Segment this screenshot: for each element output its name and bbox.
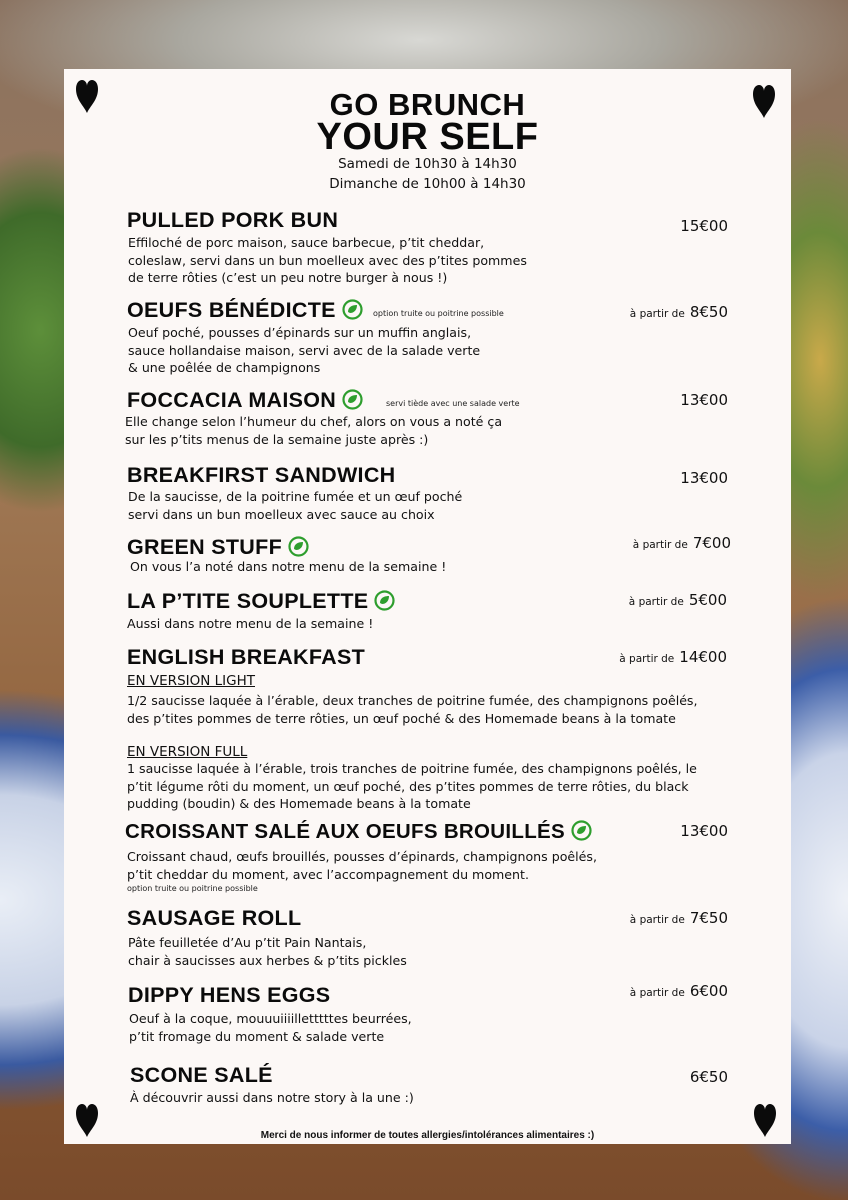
item-price: 13€00	[680, 391, 728, 409]
item-description: Aussi dans notre menu de la semaine !	[127, 616, 374, 631]
item-description: 1 saucisse laquée à l’érable, trois tranches de poitrine fumée, des champignons poêlés, le p’tit légume rôti du moment, un œuf poché, des p’tites pommes de terre rôties, du black pudding (boudin) & des Homemade beans à la tomate	[127, 761, 697, 811]
item-note: servi tiède avec une salade verte	[386, 399, 520, 408]
item-name: PULLED PORK BUN	[127, 208, 339, 232]
item-description: Oeuf à la coque, mouuuiiiilletttttes beurrées, p’tit fromage du moment & salade verte	[129, 1011, 412, 1044]
item-description: Pâte feuilletée d’Au p’tit Pain Nantais, chair à saucisses aux herbes & p’tits pickles	[128, 935, 407, 968]
item-price: 13€00	[680, 469, 728, 487]
item-price: à partir de 8€50	[629, 303, 728, 321]
item-price: 13€00	[680, 822, 728, 840]
item-name: GREEN STUFF	[127, 535, 309, 560]
item-name: FOCCACIA MAISON	[127, 388, 363, 413]
menu-title-line2: YOUR SELF	[316, 116, 539, 158]
item-name: DIPPY HENS EGGS	[128, 983, 331, 1007]
item-price: 15€00	[680, 217, 728, 235]
item-description: Croissant chaud, œufs brouillés, pousses d’épinards, champignons poêlés, p’tit cheddar du moment, avec l’accompagnement du moment.	[127, 849, 597, 882]
item-description: Effiloché de porc maison, sauce barbecue, p’tit cheddar, coleslaw, servi dans un bun moelleux avec des p’tites pommes de terre rôties (c’est un peu notre burger à nous !)	[128, 235, 527, 285]
item-price: à partir de 7€50	[629, 909, 728, 927]
vegetarian-leaf-icon	[288, 536, 309, 557]
vegetarian-leaf-icon	[571, 820, 592, 841]
item-name: SCONE SALÉ	[130, 1063, 273, 1087]
item-price: à partir de 7€00	[632, 534, 731, 552]
item-description: On vous l’a noté dans notre menu de la semaine !	[130, 559, 447, 574]
item-description: À découvrir aussi dans notre story à la une :)	[130, 1090, 414, 1105]
item-name: CROISSANT SALÉ AUX OEUFS BROUILLÉS	[125, 820, 592, 844]
vegetarian-leaf-icon	[342, 299, 363, 320]
hours-saturday: Samedi de 10h30 à 14h30	[338, 156, 517, 172]
item-name: ENGLISH BREAKFAST	[127, 645, 366, 669]
item-description: Oeuf poché, pousses d’épinards sur un muffin anglais, sauce hollandaise maison, servi avec de la salade verte & une poêlée de champignons	[128, 325, 481, 375]
item-name: SAUSAGE ROLL	[127, 906, 302, 930]
vegetarian-leaf-icon	[374, 590, 395, 611]
item-note: option truite ou poitrine possible	[373, 309, 504, 318]
english-full-label: EN VERSION FULL	[127, 744, 248, 760]
hours-sunday: Dimanche de 10h00 à 14h30	[329, 176, 526, 192]
item-price: à partir de 5€00	[628, 591, 727, 609]
item-note: option truite ou poitrine possible	[127, 884, 258, 893]
item-description: Elle change selon l’humeur du chef, alors on vous a noté ça sur les p’tits menus de la semaine juste après :)	[125, 414, 503, 447]
item-name: LA P’TITE SOUPLETTE	[127, 589, 395, 614]
menu-card	[64, 69, 791, 1144]
allergy-notice: Merci de nous informer de toutes allergies/intolérances alimentaires :)	[260, 1130, 595, 1141]
item-price: à partir de 14€00	[619, 648, 727, 666]
english-light-label: EN VERSION LIGHT	[127, 673, 255, 689]
item-name: OEUFS BÉNÉDICTE	[127, 298, 363, 323]
vegetarian-leaf-icon	[342, 389, 363, 410]
item-price: 6€50	[689, 1068, 728, 1086]
item-price: à partir de 6€00	[629, 982, 728, 1000]
item-name: BREAKFIRST SANDWICH	[127, 463, 396, 487]
menu-title-line1: GO BRUNCH	[329, 87, 526, 122]
item-description: De la saucisse, de la poitrine fumée et un œuf poché servi dans un bun moelleux avec sauce au choix	[128, 489, 463, 522]
item-description: 1/2 saucisse laquée à l’érable, deux tranches de poitrine fumée, des champignons poêlés, des p’tites pommes de terre rôties, un œuf poché & des Homemade beans à la tomate	[127, 693, 698, 726]
